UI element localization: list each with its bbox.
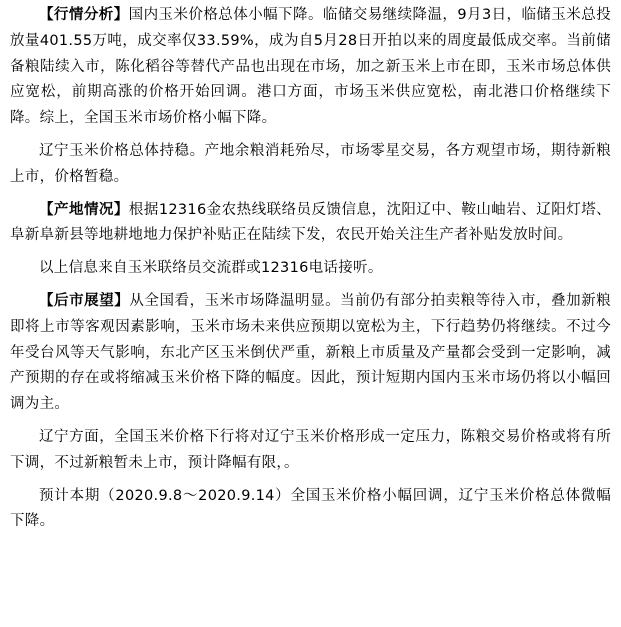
paragraph-liaoning-outlook bbox=[10, 425, 611, 477]
paragraph-text: 辽宁方面，全国玉米价格下行将对辽宁玉米价格形成一定压力，陈粮交易价格或将有所下调，不过新粮暂未上市，预计降幅有限，。 bbox=[10, 428, 611, 471]
paragraph-text: 辽宁玉米价格总体持稳。产地余粮消耗殆尽，市场零星交易，各方观望市场，期待新粮上市，价格暂稳。 bbox=[10, 142, 611, 185]
paragraph-production-area bbox=[10, 198, 611, 250]
paragraph-market-analysis bbox=[10, 3, 611, 132]
paragraph-outlook bbox=[10, 289, 611, 418]
paragraph-info-source bbox=[10, 256, 611, 282]
paragraph-forecast bbox=[10, 484, 611, 536]
paragraph-liaoning-price bbox=[10, 139, 611, 191]
paragraph-text: 根据12316金农热线联络员反馈信息，沈阳辽中、鞍山岫岩、辽阳灯塔、阜新阜新县等地耕地地力保护补贴正在陆续下发，农民开始关注生产者补贴发放时间。 bbox=[10, 201, 611, 244]
section-label-market-analysis: 【行情分析】 bbox=[39, 7, 129, 23]
paragraph-text: 从全国看，玉米市场降温明显。当前仍有部分拍卖粮等待入市，叠加新粮即将上市等客观因素影响，玉米市场未来供应预期以宽松为主，下行趋势仍将继续。不过今年受台风等天气影响，东北产区玉米倒伏严重，新粮上市质量及产量都会受到一定影响，减产预期的存在或将缩减玉米价格下降的幅度。因此，预计短期内国内玉米市场仍将以小幅回调为主。 bbox=[10, 292, 611, 413]
section-label-outlook: 【后市展望】 bbox=[39, 292, 130, 309]
paragraph-text: 以上信息来自玉米联络员交流群或12316电话接听。 bbox=[39, 260, 383, 277]
paragraph-text: 国内玉米价格总体小幅下降。临储交易继续降温，9月3日，临储玉米总投放量401.55万吨，成交率仅33.59%，成为自5月28日开拍以来的周度最低成交率。当前储备粮陆续入市，陈化稻谷等替代产品也出现在市场，加之新玉米上市在即，玉米市场总体供应宽松，前期高涨的价格开始回调。港口方面，市场玉米供应宽松，南北港口价格继续下降。综上，全国玉米市场价格小幅下降。 bbox=[10, 7, 611, 127]
section-label-production-area: 【产地情况】 bbox=[39, 201, 129, 218]
paragraph-text: 预计本期（2020.9.8～2020.9.14）全国玉米价格小幅回调，辽宁玉米价格总体微幅下降。 bbox=[10, 487, 611, 530]
